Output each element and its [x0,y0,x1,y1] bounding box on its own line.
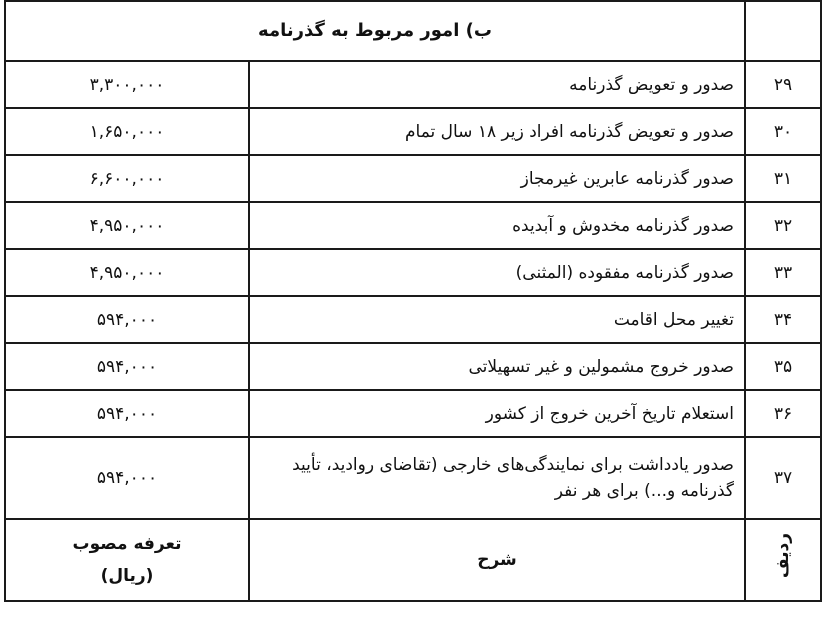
description-column-header: شرح [249,519,745,601]
row-fee: ۵۹۴,۰۰۰ [5,437,249,519]
row-description: تغییر محل اقامت [249,296,745,343]
row-number: ۲۹ [745,61,821,108]
fee-column-header-unit: (ریال) [100,566,154,586]
row-number: ۳۶ [745,390,821,437]
table-row [5,249,821,296]
row-description: صدور گذرنامه مفقوده (المثنی) [249,249,745,296]
row-fee: ۴,۹۵۰,۰۰۰ [5,202,249,249]
table-row [5,61,821,108]
table-row [5,437,821,519]
table-row [5,108,821,155]
row-description: صدور و تعویض گذرنامه افراد زیر ۱۸ سال تمام [249,108,745,155]
row-description: استعلام تاریخ آخرین خروج از کشور [249,390,745,437]
row-number: ۳۳ [745,249,821,296]
table-row [5,155,821,202]
row-number: ۳۲ [745,202,821,249]
table-row [5,202,821,249]
row-fee: ۵۹۴,۰۰۰ [5,390,249,437]
fee-column-header [5,519,249,601]
column-header-row [5,519,821,601]
row-column-header [745,519,821,601]
row-fee: ۵۹۴,۰۰۰ [5,343,249,390]
row-fee: ۴,۹۵۰,۰۰۰ [5,249,249,296]
row-number: ۳۷ [745,437,821,519]
row-number: ۳۴ [745,296,821,343]
row-fee: ۶,۶۰۰,۰۰۰ [5,155,249,202]
row-description: صدور گذرنامه مخدوش و آبدیده [249,202,745,249]
row-column-header-text: ردیف [773,533,793,579]
row-number: ۳۵ [745,343,821,390]
row-fee: ۳,۳۰۰,۰۰۰ [5,61,249,108]
section-title: ب) امور مربوط به گذرنامه [5,1,745,61]
row-description: صدور گذرنامه عابرین غیرمجاز [249,155,745,202]
fee-column-header-title: تعرفه مصوب [72,534,182,554]
section-title-row [5,1,821,61]
table-row [5,390,821,437]
row-description: صدور خروج مشمولین و غیر تسهیلاتی [249,343,745,390]
table-row [5,296,821,343]
row-description: صدور و تعویض گذرنامه [249,61,745,108]
row-number: ۳۱ [745,155,821,202]
passport-fees-table [4,0,822,602]
row-fee: ۱,۶۵۰,۰۰۰ [5,108,249,155]
table-row [5,343,821,390]
row-number: ۳۰ [745,108,821,155]
row-description: صدور یادداشت برای نمایندگی‌های خارجی (تقاضای روادید، تأیید گذرنامه و...) برای هر نفر [249,437,745,519]
title-row-number-cell [745,1,821,61]
row-fee: ۵۹۴,۰۰۰ [5,296,249,343]
